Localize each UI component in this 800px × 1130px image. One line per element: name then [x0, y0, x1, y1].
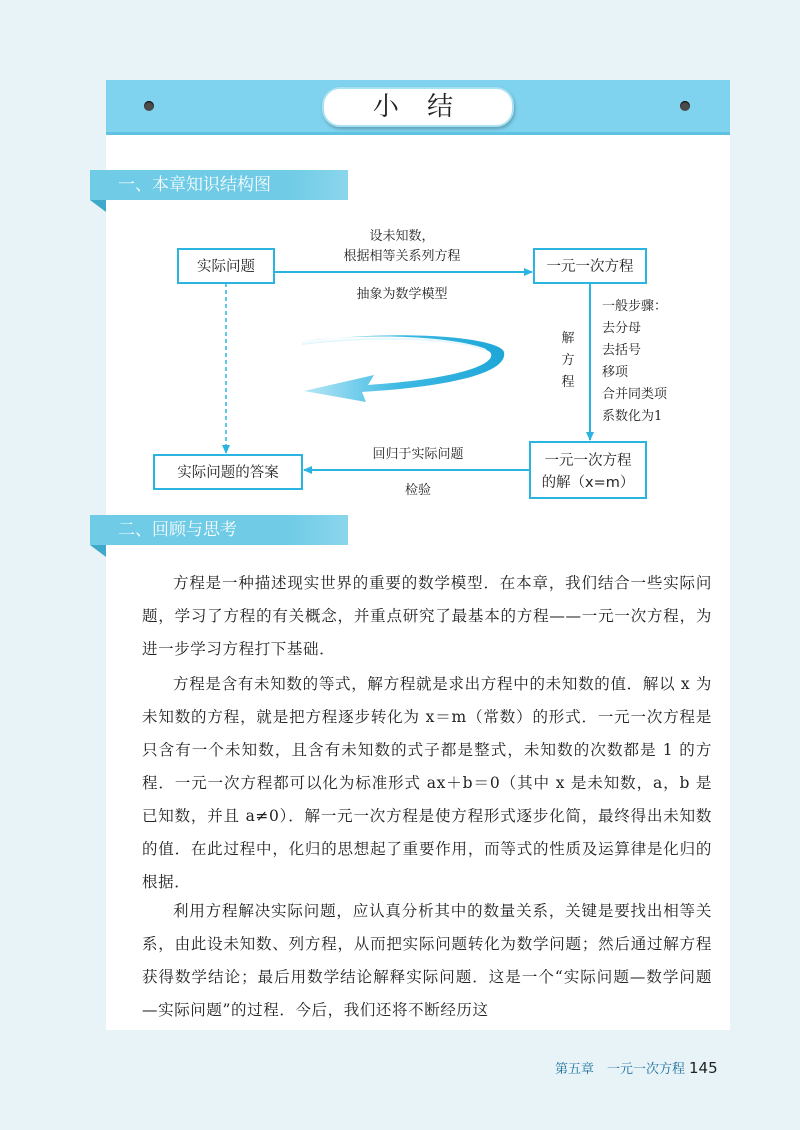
- footer-chapter: 第五章 一元一次方程: [555, 1062, 686, 1077]
- textbook-page: [106, 80, 730, 1030]
- page-footer: [555, 1058, 718, 1077]
- box-problem-answer: [154, 455, 302, 489]
- cycle-swirl-icon: [298, 335, 504, 402]
- label-return-to-problem: 回归于实际问题: [372, 447, 464, 462]
- box-linear-equation: [534, 249, 646, 283]
- page-number: 145: [689, 1059, 718, 1077]
- section-tab-review: [90, 515, 348, 545]
- page-title: 小 结: [322, 87, 514, 127]
- paragraph: 利用方程解决实际问题，应认真分析其中的数量关系，关键是要找出相等关系，由此设未知数、列方程，从而把实际问题转化为数学问题；然后通过解方程获得数学结论；最后用数学结论解释实际问题．这是一个“实际问题—数学问题—实际问题”的过程．今后，我们还将不断经历这: [142, 902, 712, 1019]
- box-equation-solution: [530, 442, 646, 498]
- box-label: 一元一次方程: [546, 259, 634, 275]
- box-label-line2: 的解（x=m）: [541, 475, 635, 491]
- label-solve-char: 方: [561, 353, 575, 368]
- box-label: 实际问题的答案: [177, 465, 279, 481]
- box-label-line1: 一元一次方程: [544, 453, 632, 469]
- section-title: 一、本章知识结构图: [118, 175, 271, 195]
- step-item: 系数化为1: [602, 409, 663, 424]
- label-set-unknown: 设未知数，: [369, 229, 435, 244]
- label-solve-char: 程: [561, 375, 575, 390]
- step-item: 去分母: [602, 321, 642, 336]
- box-actual-problem: [178, 249, 274, 283]
- step-item: 移项: [602, 365, 629, 380]
- paragraph: 方程是含有未知数的等式，解方程就是求出方程中的未知数的值．解以 x 为未知数的方程，就是把方程逐步转化为 x＝m（常数）的形式．一元一次方程是只含有一个未知数，且含有未知数的式子都是整式，未知数的次数都是 1 的方程．一元一次方程都可以化为标准形式 ax＋b＝0（其中 x 是未知数，a，b 是已知数，并且 a≠0）．解一元一次方程是使方程形式逐步化简，最终得出未知数的值．在此过程中，化归的思想起了重要作用，而等式的性质及运算律是化归的根据．: [142, 675, 712, 891]
- label-abstract-model: 抽象为数学模型: [356, 287, 448, 302]
- paragraph: 方程是一种描述现实世界的重要的数学模型．在本章，我们结合一些实际问题，学习了方程的有关概念，并重点研究了最基本的方程——一元一次方程，为进一步学习方程打下基础．: [142, 574, 712, 658]
- label-list-equation: 根据相等关系列方程: [343, 249, 461, 264]
- step-item: 去括号: [602, 343, 642, 358]
- label-check: 检验: [404, 483, 432, 498]
- knowledge-structure-diagram: [106, 80, 730, 510]
- step-item: 合并同类项: [602, 387, 668, 402]
- section-title: 二、回顾与思考: [118, 520, 237, 540]
- label-solve-char: 解: [561, 331, 575, 346]
- step-item: 一般步骤：: [602, 299, 668, 314]
- box-label: 实际问题: [197, 259, 255, 275]
